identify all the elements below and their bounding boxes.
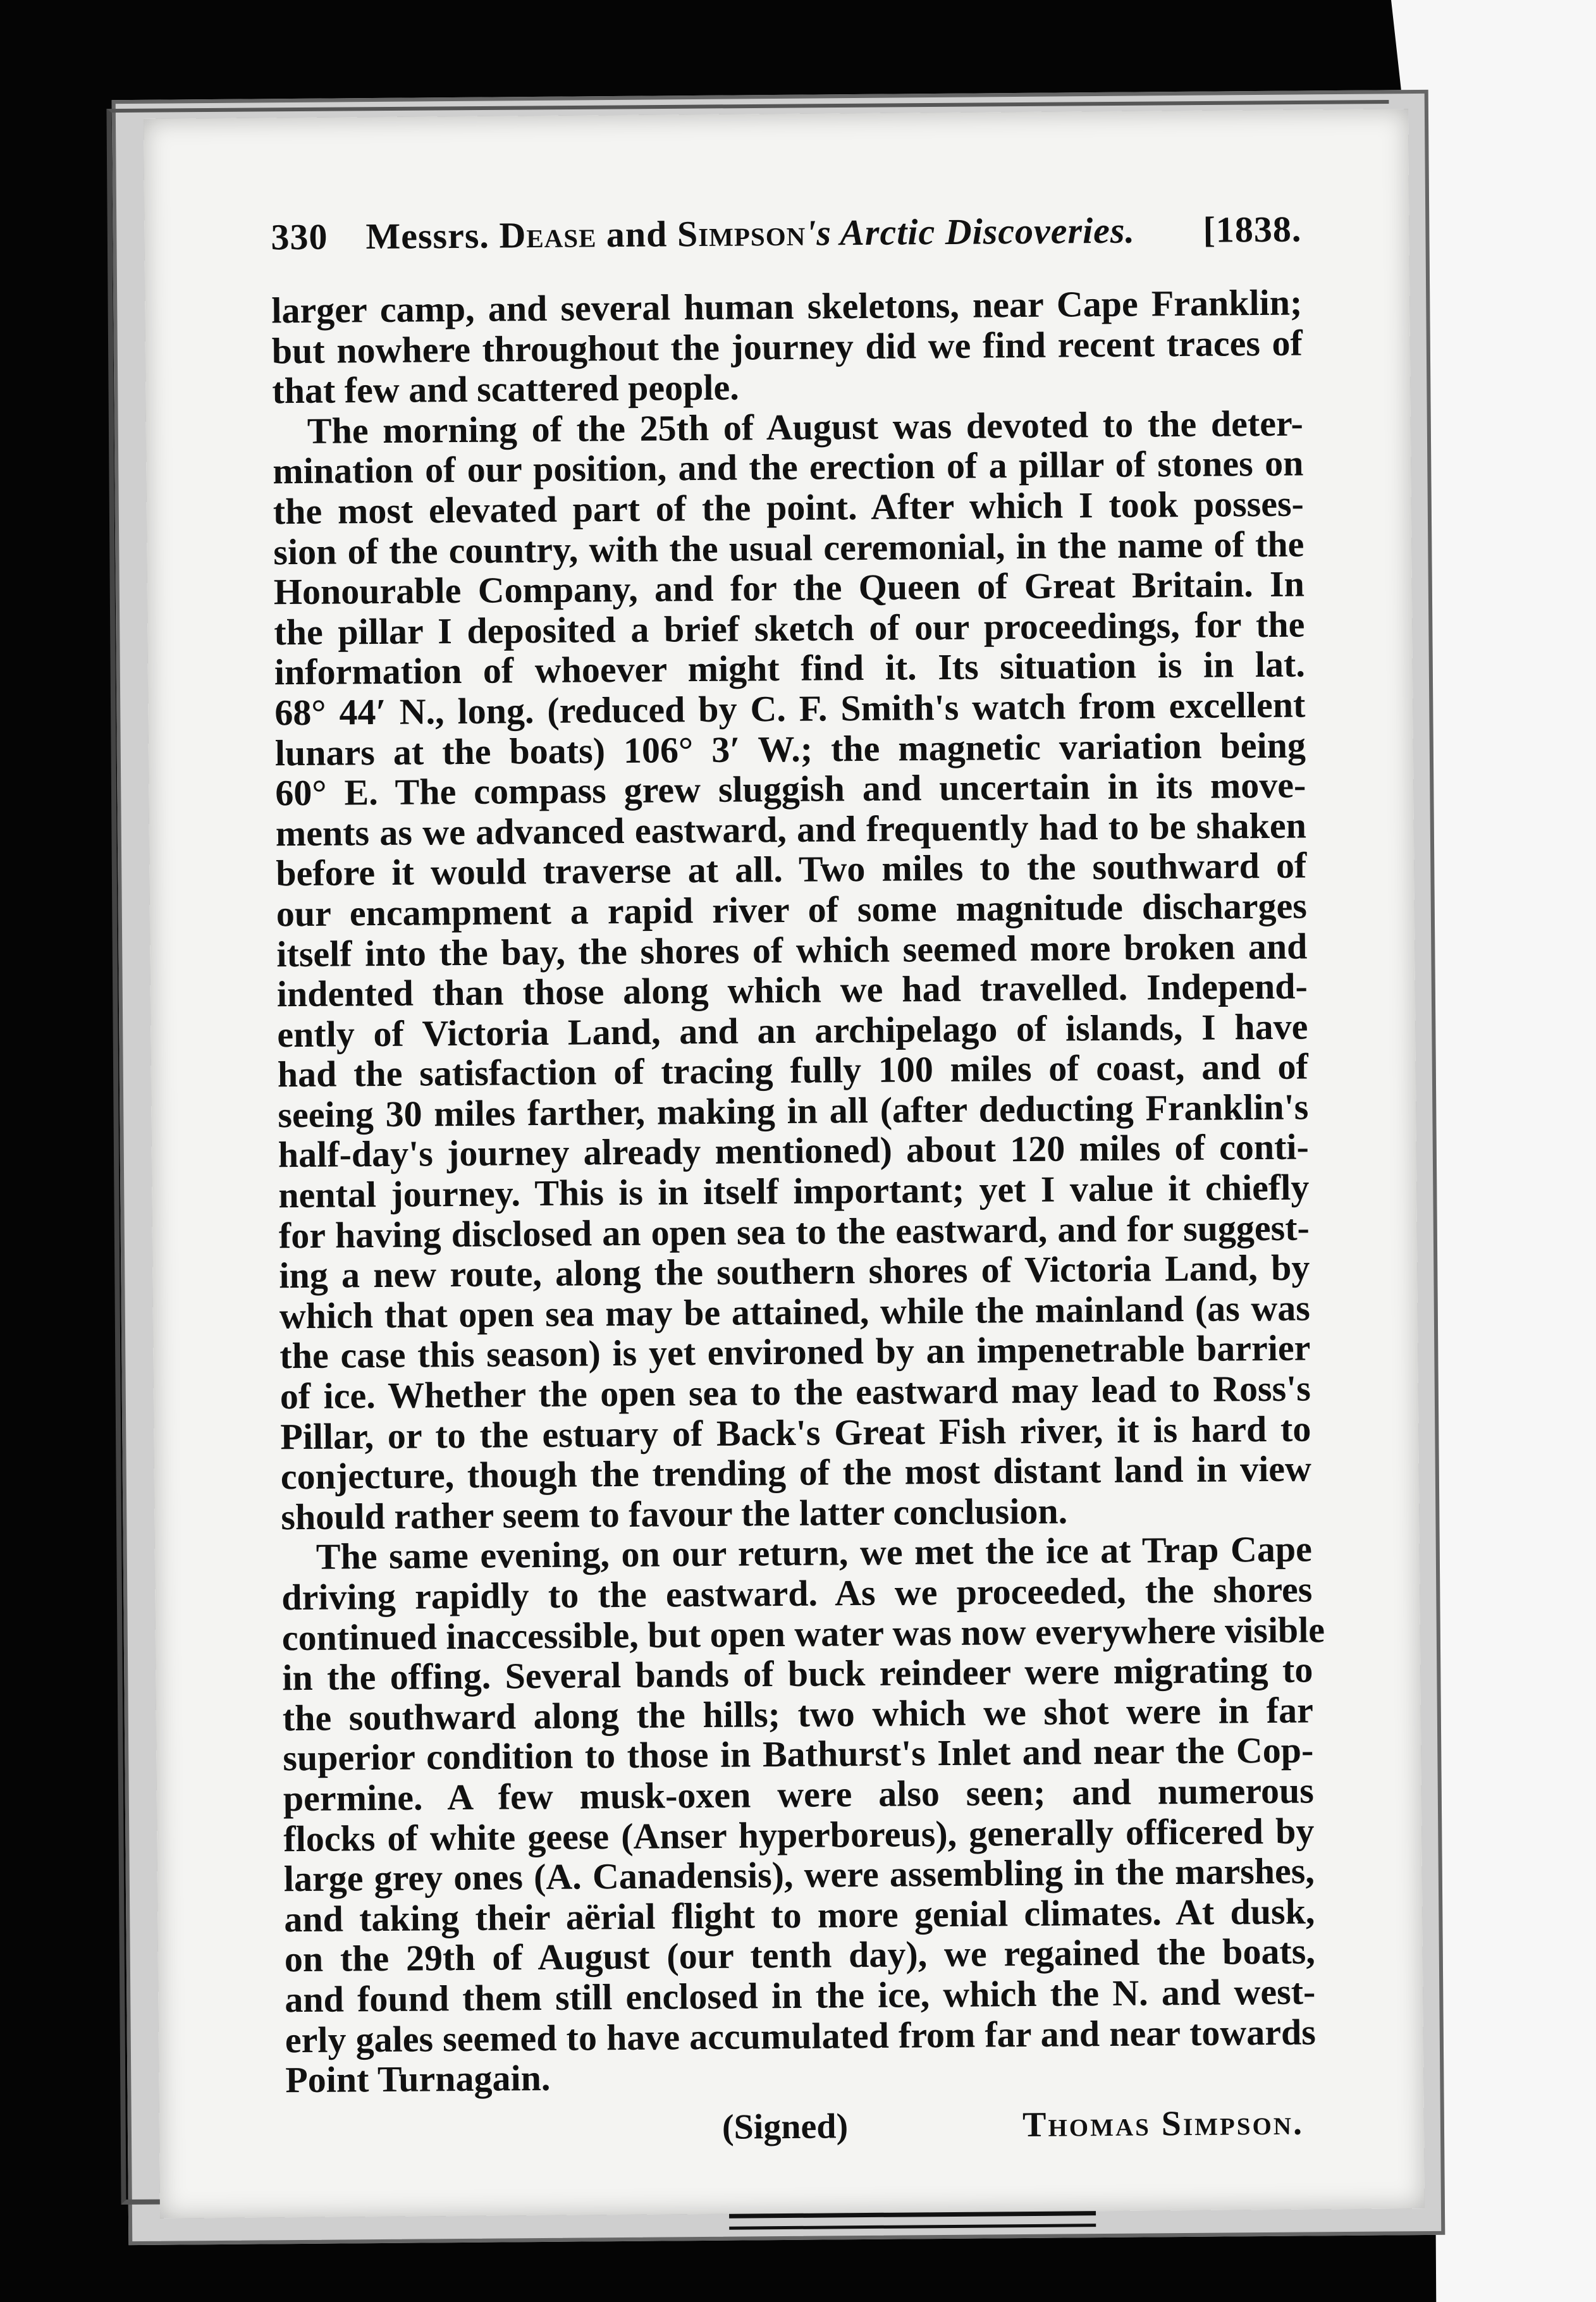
- name-dease: Dease: [499, 214, 597, 256]
- text-line: should rather seem to favour the latter conclusion.: [281, 1490, 1068, 1538]
- text-line: sion of the country, with the usual ceremonial, in the name of the: [273, 523, 1304, 572]
- text-line: conjecture, though the trending of the most distant land in view: [280, 1448, 1312, 1498]
- text-line: permine. A few musk-oxen were also seen; and numerous: [283, 1770, 1315, 1819]
- text-line: for having disclosed an open sea to the eastward, and for suggest-: [278, 1207, 1310, 1256]
- text-line: erly gales seemed to have accumulated from far and near towards: [285, 2010, 1317, 2060]
- text-line: ently of Victoria Land, and an archipelago of islands, I have: [277, 1006, 1308, 1055]
- text-line: in the offing. Several bands of buck reindeer were migrating to: [282, 1649, 1313, 1699]
- text-line: seeing 30 miles farther, making in all (after deducting Franklin's: [278, 1086, 1309, 1136]
- text-line: but nowhere throughout the journey did we find recent traces of: [271, 322, 1303, 371]
- text-line: continued inaccessible, but open water was now everywhere visible: [281, 1608, 1325, 1658]
- page-number: 330: [271, 216, 328, 258]
- text-line: that few and scattered people.: [272, 366, 739, 412]
- text-line: Pillar, or to the estuary of Back's Great Fish river, it is hard to: [280, 1408, 1311, 1457]
- text-line: and taking their aërial flight to more genial climates. At dusk,: [284, 1890, 1315, 1940]
- text-line: The morning of the 25th of August was devoted to the deter-: [307, 402, 1304, 452]
- text-line: our encampment a rapid river of some magnitude discharges: [276, 885, 1308, 935]
- text-line: ing a new route, along the southern shores of Victoria Land, by: [279, 1246, 1310, 1296]
- name-simpson: Simpson: [677, 212, 806, 255]
- title-prefix: Messrs.: [365, 214, 490, 257]
- text-line: itself into the bay, the shores of which seemed more broken and: [276, 925, 1308, 975]
- running-header: [271, 208, 1302, 273]
- text-line: flocks of white geese (Anser hyperboreus), generally officered by: [283, 1810, 1315, 1859]
- text-line: ments as we advanced eastward, and frequently had to be shaken: [275, 804, 1307, 854]
- text-line: indented than those along which we had travelled. Independ-: [276, 965, 1308, 1015]
- text-line: Honourable Company, and for the Queen of Great Britain. In: [273, 563, 1305, 613]
- text-line: larger camp, and several human skeletons, near Cape Franklin;: [271, 281, 1303, 331]
- text-line: which that open sea may be attained, while the mainland (as was: [279, 1287, 1311, 1337]
- text-line: 60° E. The compass grew sluggish and uncertain in its move-: [275, 764, 1306, 814]
- signature-row: [286, 2097, 1317, 2156]
- text-line: The same evening, on our return, we met the ice at Trap Cape: [316, 1528, 1313, 1578]
- book-page: [144, 109, 1425, 2219]
- text-line: Point Turnagain.: [285, 2057, 551, 2101]
- text-line: half-day's journey already mentioned) about 120 miles of conti-: [278, 1126, 1310, 1176]
- text-line: of ice. Whether the open sea to the eastward may lead to Ross's: [279, 1367, 1311, 1417]
- header-year: [1838.: [1203, 208, 1302, 250]
- text-line: and found them still enclosed in the ice, which the N. and west-: [285, 1971, 1316, 2021]
- text-line: 68° 44′ N., long. (reduced by C. F. Smith's watch from excellent: [274, 684, 1306, 734]
- text-line: nental journey. This is in itself important; yet I value it chiefly: [278, 1166, 1310, 1216]
- text-line: the pillar I deposited a brief sketch of our proceedings, for the: [274, 603, 1305, 653]
- text-line: the southward along the hills; two which we shot were in far: [282, 1689, 1314, 1739]
- signed-label: (Signed): [721, 2106, 849, 2147]
- text-line: before it would traverse at all. Two miles to the southward of: [276, 844, 1307, 894]
- text-line: on the 29th of August (our tenth day), we regained the boats,: [284, 1930, 1316, 1980]
- text-line: mination of our position, and the erection of a pillar of stones on: [273, 442, 1304, 492]
- running-title: [365, 209, 1191, 257]
- text-line: the most elevated part of the point. After which I took posses-: [273, 483, 1304, 532]
- text-line: the case this season) is yet environed by an impenetrable barrier: [279, 1327, 1311, 1377]
- title-and: and: [606, 213, 668, 255]
- text-line: information of whoever might find it. Its situation is in lat.: [274, 643, 1306, 693]
- title-suffix: 's Arctic Discoveries.: [805, 209, 1136, 254]
- page-text-block: [271, 208, 1325, 2156]
- text-line: driving rapidly to the eastward. As we proceeded, the shores: [281, 1568, 1313, 1618]
- text-line: lunars at the boats) 106° 3′ W.; the magnetic variation being: [274, 724, 1306, 773]
- signer-name: Thomas Simpson.: [1022, 2103, 1304, 2145]
- text-line: had the satisfaction of tracing fully 100 miles of coast, and of: [277, 1045, 1309, 1095]
- text-line: large grey ones (A. Canadensis), were assembling in the marshes,: [283, 1850, 1315, 1900]
- text-line: superior condition to those in Bathurst's Inlet and near the Cop-: [283, 1729, 1314, 1779]
